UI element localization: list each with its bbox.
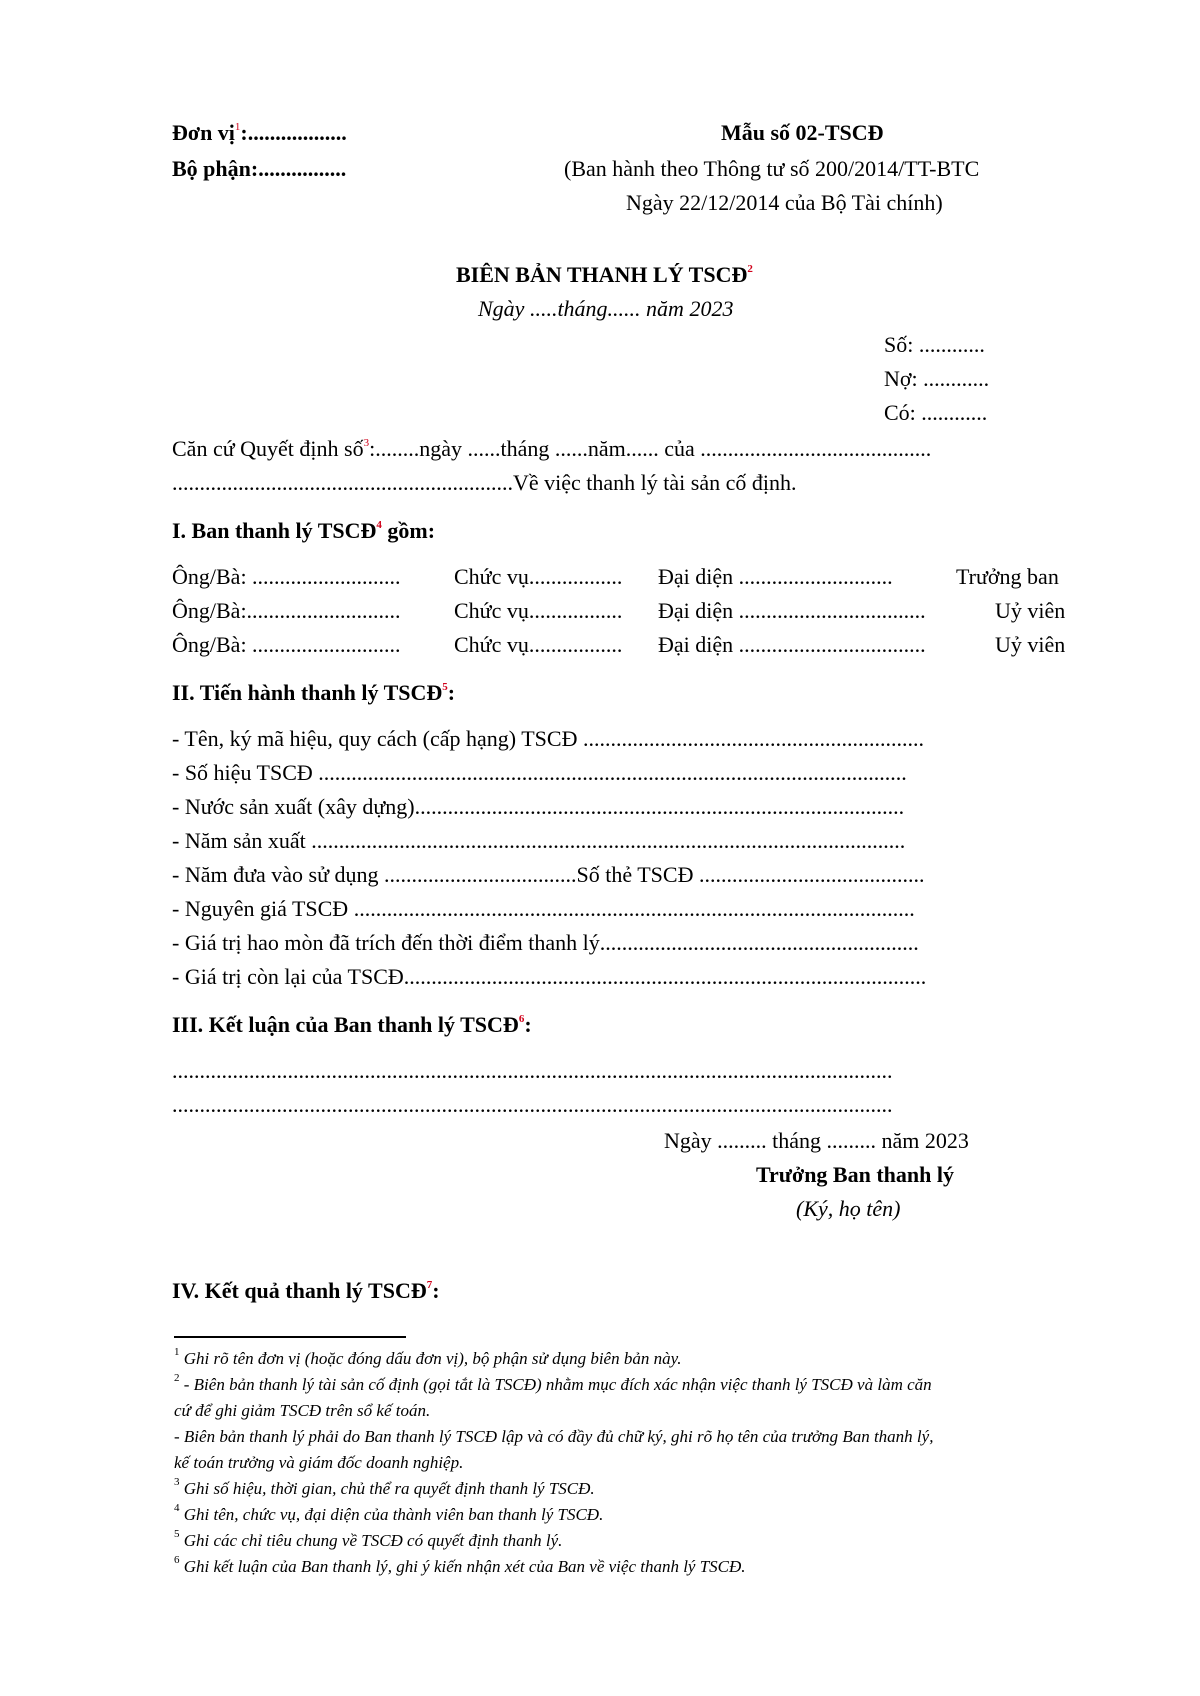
title-text: BIÊN BẢN THANH LÝ TSCĐ [456, 262, 748, 287]
asset-field: - Giá trị hao mòn đã trích đến thời điểm thanh lý.......................................................... [172, 930, 919, 955]
footnote-mark: 3 [174, 1476, 180, 1489]
footnote [174, 1372, 932, 1398]
section-3-heading [172, 1012, 532, 1038]
asset-field: - Năm đưa vào sử dụng ...................................Số thẻ TSCĐ ......................................... [172, 862, 925, 887]
unit-value: :.................. [240, 120, 347, 145]
conclusion-line: ................................................................................................................................... [172, 1058, 893, 1083]
section-1-heading-suffix: gồm: [381, 518, 436, 543]
section-3-heading-text: III. Kết luận của Ban thanh lý TSCĐ [172, 1012, 519, 1037]
footnote [174, 1450, 463, 1476]
dept-line: Bộ phận:................ [172, 156, 347, 181]
footnote-ref-6[interactable]: 6 [518, 1012, 525, 1025]
form-number: Mẫu số 02-TSCĐ [721, 120, 884, 145]
footnote [174, 1346, 681, 1372]
unit-label: Đơn vị [172, 120, 235, 145]
footnote-ref-3[interactable]: 3 [363, 436, 370, 449]
footnote [174, 1398, 430, 1424]
footnote-text: cứ để ghi giảm TSCĐ trên sổ kế toán. [174, 1401, 431, 1420]
footnote-text: Ghi rõ tên đơn vị (hoặc đóng dấu đơn vị), bộ phận sử dụng biên bản này. [179, 1349, 682, 1368]
signature-note: (Ký, họ tên) [796, 1196, 901, 1221]
asset-field: - Tên, ký mã hiệu, quy cách (cấp hạng) TSCĐ .............................................................. [172, 726, 924, 751]
footnote-ref-7[interactable]: 7 [426, 1278, 433, 1291]
member-representative: Đại diện ............................ [658, 564, 893, 589]
asset-field: - Số hiệu TSCĐ ........................................................................................................... [172, 760, 907, 785]
footnote-ref-5[interactable]: 5 [442, 680, 448, 693]
section-2-heading [172, 680, 455, 706]
basis-line-1 [172, 436, 931, 462]
footnote [174, 1528, 562, 1554]
issued-date: Ngày 22/12/2014 của Bộ Tài chính) [626, 190, 943, 215]
asset-field: - Nguyên giá TSCĐ ...................................................................................................... [172, 896, 915, 921]
issued-by: (Ban hành theo Thông tư số 200/2014/TT-BTC [564, 156, 980, 181]
member-representative: Đại diện .................................. [658, 598, 926, 623]
footnote-text: - Biên bản thanh lý phải do Ban thanh lý TSCĐ lập và có đầy đủ chữ ký, ghi rõ họ tên của trưởng Ban thanh lý, [174, 1427, 934, 1446]
footnote [174, 1476, 595, 1502]
footnote-text: Ghi số hiệu, thời gian, chủ thể ra quyết định thanh lý TSCĐ. [179, 1479, 595, 1498]
member-position: Chức vụ................. [454, 564, 623, 589]
footnote-mark: 2 [174, 1372, 180, 1385]
footnote-text: kế toán trưởng và giám đốc doanh nghiệp. [174, 1453, 464, 1472]
title-date: Ngày .....tháng...... năm 2023 [478, 296, 734, 321]
footnote-mark: 1 [174, 1346, 180, 1359]
unit-line [172, 120, 347, 146]
section-2-heading-suffix: : [447, 680, 456, 705]
member-name: Ông/Bà:............................ [172, 598, 401, 623]
footnote [174, 1554, 746, 1580]
member-role: Trưởng ban [956, 564, 1059, 589]
ledger-co: Có: ............ [884, 400, 988, 425]
footnote-mark: 5 [174, 1528, 180, 1541]
ledger-so: Số: ............ [884, 332, 985, 357]
member-role: Uỷ viên [995, 598, 1066, 623]
footnote-text: Ghi tên, chức vụ, đại diện của thành viên ban thanh lý TSCĐ. [179, 1505, 604, 1524]
footnote-divider [174, 1336, 406, 1338]
section-4-heading-suffix: : [432, 1278, 440, 1303]
section-1-heading-text: I. Ban thanh lý TSCĐ [172, 518, 377, 543]
footnote-ref-1[interactable]: 1 [234, 120, 241, 133]
signature-date: Ngày ......... tháng ......... năm 2023 [664, 1128, 969, 1153]
basis-line-2: ..............................................................Về việc thanh lý tài sản cố định. [172, 470, 797, 495]
section-4-heading-text: IV. Kết quả thanh lý TSCĐ [172, 1278, 427, 1303]
page-title [456, 262, 753, 288]
member-representative: Đại diện .................................. [658, 632, 926, 657]
footnote-mark: 6 [174, 1554, 180, 1567]
asset-field: - Nước sản xuất (xây dựng)......................................................................................... [172, 794, 905, 819]
basis-part-2: :........ngày ......tháng ......năm...... của .......................................... [369, 436, 932, 461]
asset-field: - Năm sản xuất ............................................................................................................ [172, 828, 906, 853]
section-1-heading [172, 518, 435, 544]
basis-part-1: Căn cứ Quyết định số [172, 436, 364, 461]
footnote [174, 1502, 603, 1528]
section-2-heading-text: II. Tiến hành thanh lý TSCĐ [172, 680, 443, 705]
member-position: Chức vụ................. [454, 632, 623, 657]
member-name: Ông/Bà: ........................... [172, 632, 401, 657]
footnote-ref-2[interactable]: 2 [747, 262, 753, 275]
footnote-text: Ghi kết luận của Ban thanh lý, ghi ý kiến nhận xét của Ban về việc thanh lý TSCĐ. [179, 1557, 746, 1576]
footnote-text: Ghi các chỉ tiêu chung về TSCĐ có quyết định thanh lý. [179, 1531, 563, 1550]
footnote-text: - Biên bản thanh lý tài sản cố định (gọi tắt là TSCĐ) nhằm mục đích xác nhận việc thanh lý TSCĐ và làm căn [179, 1375, 932, 1394]
footnote-mark: 4 [174, 1502, 180, 1515]
asset-field: - Giá trị còn lại của TSCĐ............................................................................................... [172, 964, 927, 989]
member-role: Uỷ viên [995, 632, 1066, 657]
member-name: Ông/Bà: ........................... [172, 564, 401, 589]
footnote [174, 1424, 933, 1450]
ledger-no: Nợ: ............ [884, 366, 990, 391]
section-4-heading [172, 1278, 440, 1304]
member-position: Chức vụ................. [454, 598, 623, 623]
conclusion-line: ................................................................................................................................... [172, 1092, 893, 1117]
footnote-ref-4[interactable]: 4 [376, 518, 382, 531]
section-3-heading-suffix: : [524, 1012, 532, 1037]
signature-title: Trưởng Ban thanh lý [756, 1162, 954, 1187]
